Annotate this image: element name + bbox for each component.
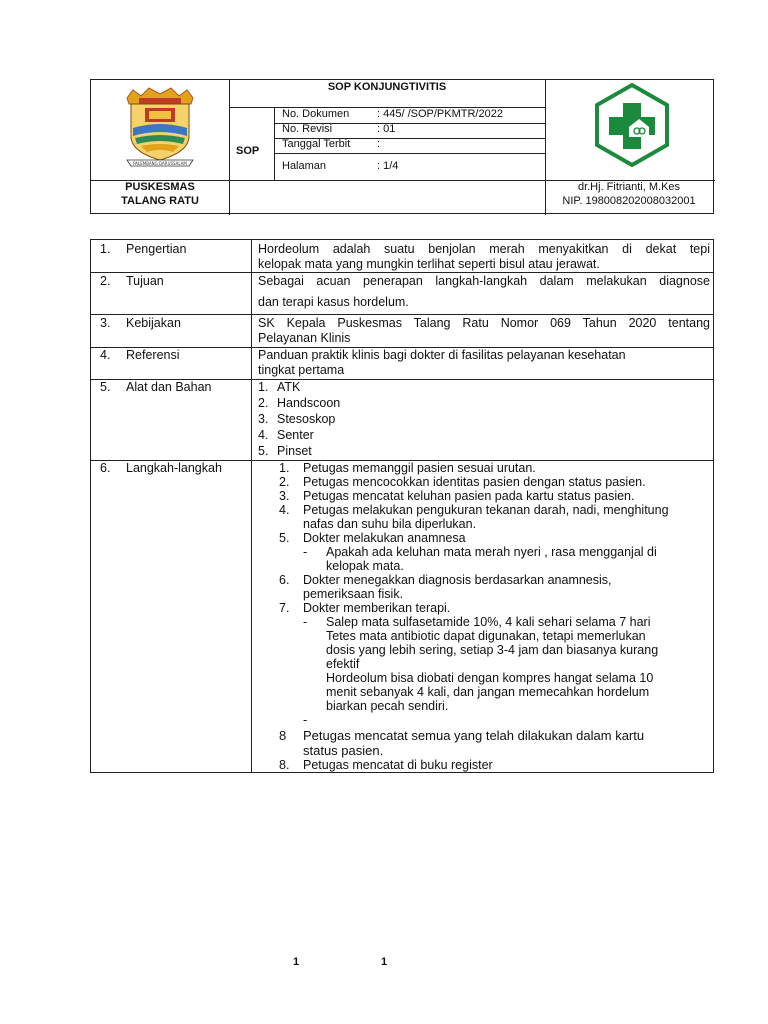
- step-text: Hordeolum bisa diobati dengan kompres hangat selama 10: [326, 671, 654, 685]
- step-number: 8.: [279, 758, 290, 772]
- step-text: efektif: [326, 657, 360, 671]
- field-value: : 1/4: [377, 160, 399, 172]
- step-dash: -: [303, 615, 308, 629]
- step-text: Apakah ada keluhan mata merah nyeri , rasa mengganjal di: [326, 545, 657, 559]
- section-text: Pelayanan Klinis: [258, 331, 351, 345]
- section-number: 1.: [100, 242, 111, 256]
- step-text: Dokter melakukan anamnesa: [303, 531, 466, 545]
- field-value: : 01: [377, 123, 396, 135]
- step-text: biarkan pecah sendiri.: [326, 699, 449, 713]
- list-number: 1.: [258, 380, 269, 394]
- section-label: Langkah-langkah: [126, 461, 222, 475]
- section-label: Referensi: [126, 348, 180, 362]
- list-number: 5.: [258, 444, 269, 458]
- sop-title: SOP KONJUNGTIVITIS: [327, 81, 447, 93]
- step-dash: -: [303, 713, 308, 727]
- section-text: kelopak mata yang mungkin terlihat seperti bisul atau jerawat.: [258, 257, 600, 271]
- section-text: Panduan praktik klinis bagi dokter di fasilitas pelayanan kesehatan: [258, 348, 626, 362]
- step-text: Petugas memanggil pasien sesuai urutan.: [303, 461, 536, 475]
- list-item: Handscoon: [277, 396, 341, 410]
- step-text: kelopak mata.: [326, 559, 404, 573]
- signer-nip: NIP. 198008202008032001: [562, 195, 696, 207]
- section-text: Hordeolum adalah suatu benjolan merah menyakitkan di dekat tepi: [258, 242, 710, 256]
- step-text: Dokter menegakkan diagnosis berdasarkan anamnesis,: [303, 573, 612, 587]
- step-dash: -: [303, 545, 308, 559]
- footer-page-right: 1: [381, 956, 388, 968]
- org-name-line2: TALANG RATU: [121, 195, 199, 207]
- field-label: No. Dokumen: [282, 108, 350, 120]
- section-label: Pengertian: [126, 242, 187, 256]
- step-text: Petugas mencatat semua yang telah dilakukan dalam kartu: [303, 728, 645, 743]
- step-number: 4.: [279, 503, 290, 517]
- step-text: status pasien.: [303, 743, 384, 758]
- section-text: tingkat pertama: [258, 363, 345, 377]
- list-number: 2.: [258, 396, 269, 410]
- step-text: nafas dan suhu bila diperlukan.: [303, 517, 477, 531]
- section-text: Sebagai acuan penerapan langkah-langkah dalam melakukan diagnose: [258, 274, 710, 288]
- step-number: 5.: [279, 531, 290, 545]
- step-number: 7.: [279, 601, 290, 615]
- footer-page-left: 1: [293, 956, 300, 968]
- sop-label: SOP: [236, 145, 260, 157]
- section-number: 6.: [100, 461, 111, 475]
- step-text: Petugas mencatat keluhan pasien pada kartu status pasien.: [303, 489, 635, 503]
- step-text: Dokter memberikan terapi.: [303, 601, 451, 615]
- logo-ribbon-text: PALEMBANG DARUSSALAM: [133, 161, 187, 166]
- field-label: No. Revisi: [282, 123, 333, 135]
- section-number: 4.: [100, 348, 111, 362]
- city-emblem-logo: [121, 84, 199, 170]
- step-text: Petugas melakukan pengukuran tekanan darah, nadi, menghitung: [303, 503, 669, 517]
- step-number: 6.: [279, 573, 290, 587]
- step-text: menit sebanyak 4 kali, dan jangan memecahkan hordelum: [326, 685, 650, 699]
- list-item: Senter: [277, 428, 314, 442]
- step-text: Petugas mencatat di buku register: [303, 758, 493, 772]
- section-number: 3.: [100, 316, 111, 330]
- step-text: dosis yang lebih sering, setiap 3-4 jam dan biasanya kurang: [326, 643, 659, 657]
- list-number: 3.: [258, 412, 269, 426]
- step-text: Petugas mencocokkan identitas pasien dengan status pasien.: [303, 475, 646, 489]
- field-value: : 445/ /SOP/PKMTR/2022: [377, 108, 503, 120]
- list-item: Pinset: [277, 444, 312, 458]
- step-number: 1.: [279, 461, 290, 475]
- org-name-line1: PUSKESMAS: [125, 181, 195, 193]
- section-label: Tujuan: [126, 274, 164, 288]
- field-label: Tanggal Terbit: [282, 138, 351, 150]
- step-text: pemeriksaan fisik.: [303, 587, 404, 601]
- step-number: 3.: [279, 489, 290, 503]
- step-text: Salep mata sulfasetamide 10%, 4 kali sehari selama 7 hari: [326, 615, 651, 629]
- step-number: 8: [279, 728, 287, 743]
- section-label: Alat dan Bahan: [126, 380, 212, 394]
- section-number: 2.: [100, 274, 111, 288]
- list-item: Stesoskop: [277, 412, 336, 426]
- signer-name: dr.Hj. Fitrianti, M.Kes: [577, 181, 681, 193]
- puskesmas-logo: [593, 83, 671, 167]
- section-text: SK Kepala Puskesmas Talang Ratu Nomor 069 Tahun 2020 tentang: [258, 316, 710, 330]
- list-number: 4.: [258, 428, 269, 442]
- list-item: ATK: [277, 380, 301, 394]
- field-value: :: [377, 138, 381, 150]
- step-number: 2.: [279, 475, 290, 489]
- section-text: dan terapi kasus hordelum.: [258, 295, 409, 309]
- field-label: Halaman: [282, 160, 327, 172]
- sop-content-table: [90, 239, 714, 773]
- section-label: Kebijakan: [126, 316, 181, 330]
- header-table: [90, 79, 714, 214]
- step-text: Tetes mata antibiotic dapat digunakan, tetapi memerlukan: [326, 629, 646, 643]
- section-number: 5.: [100, 380, 111, 394]
